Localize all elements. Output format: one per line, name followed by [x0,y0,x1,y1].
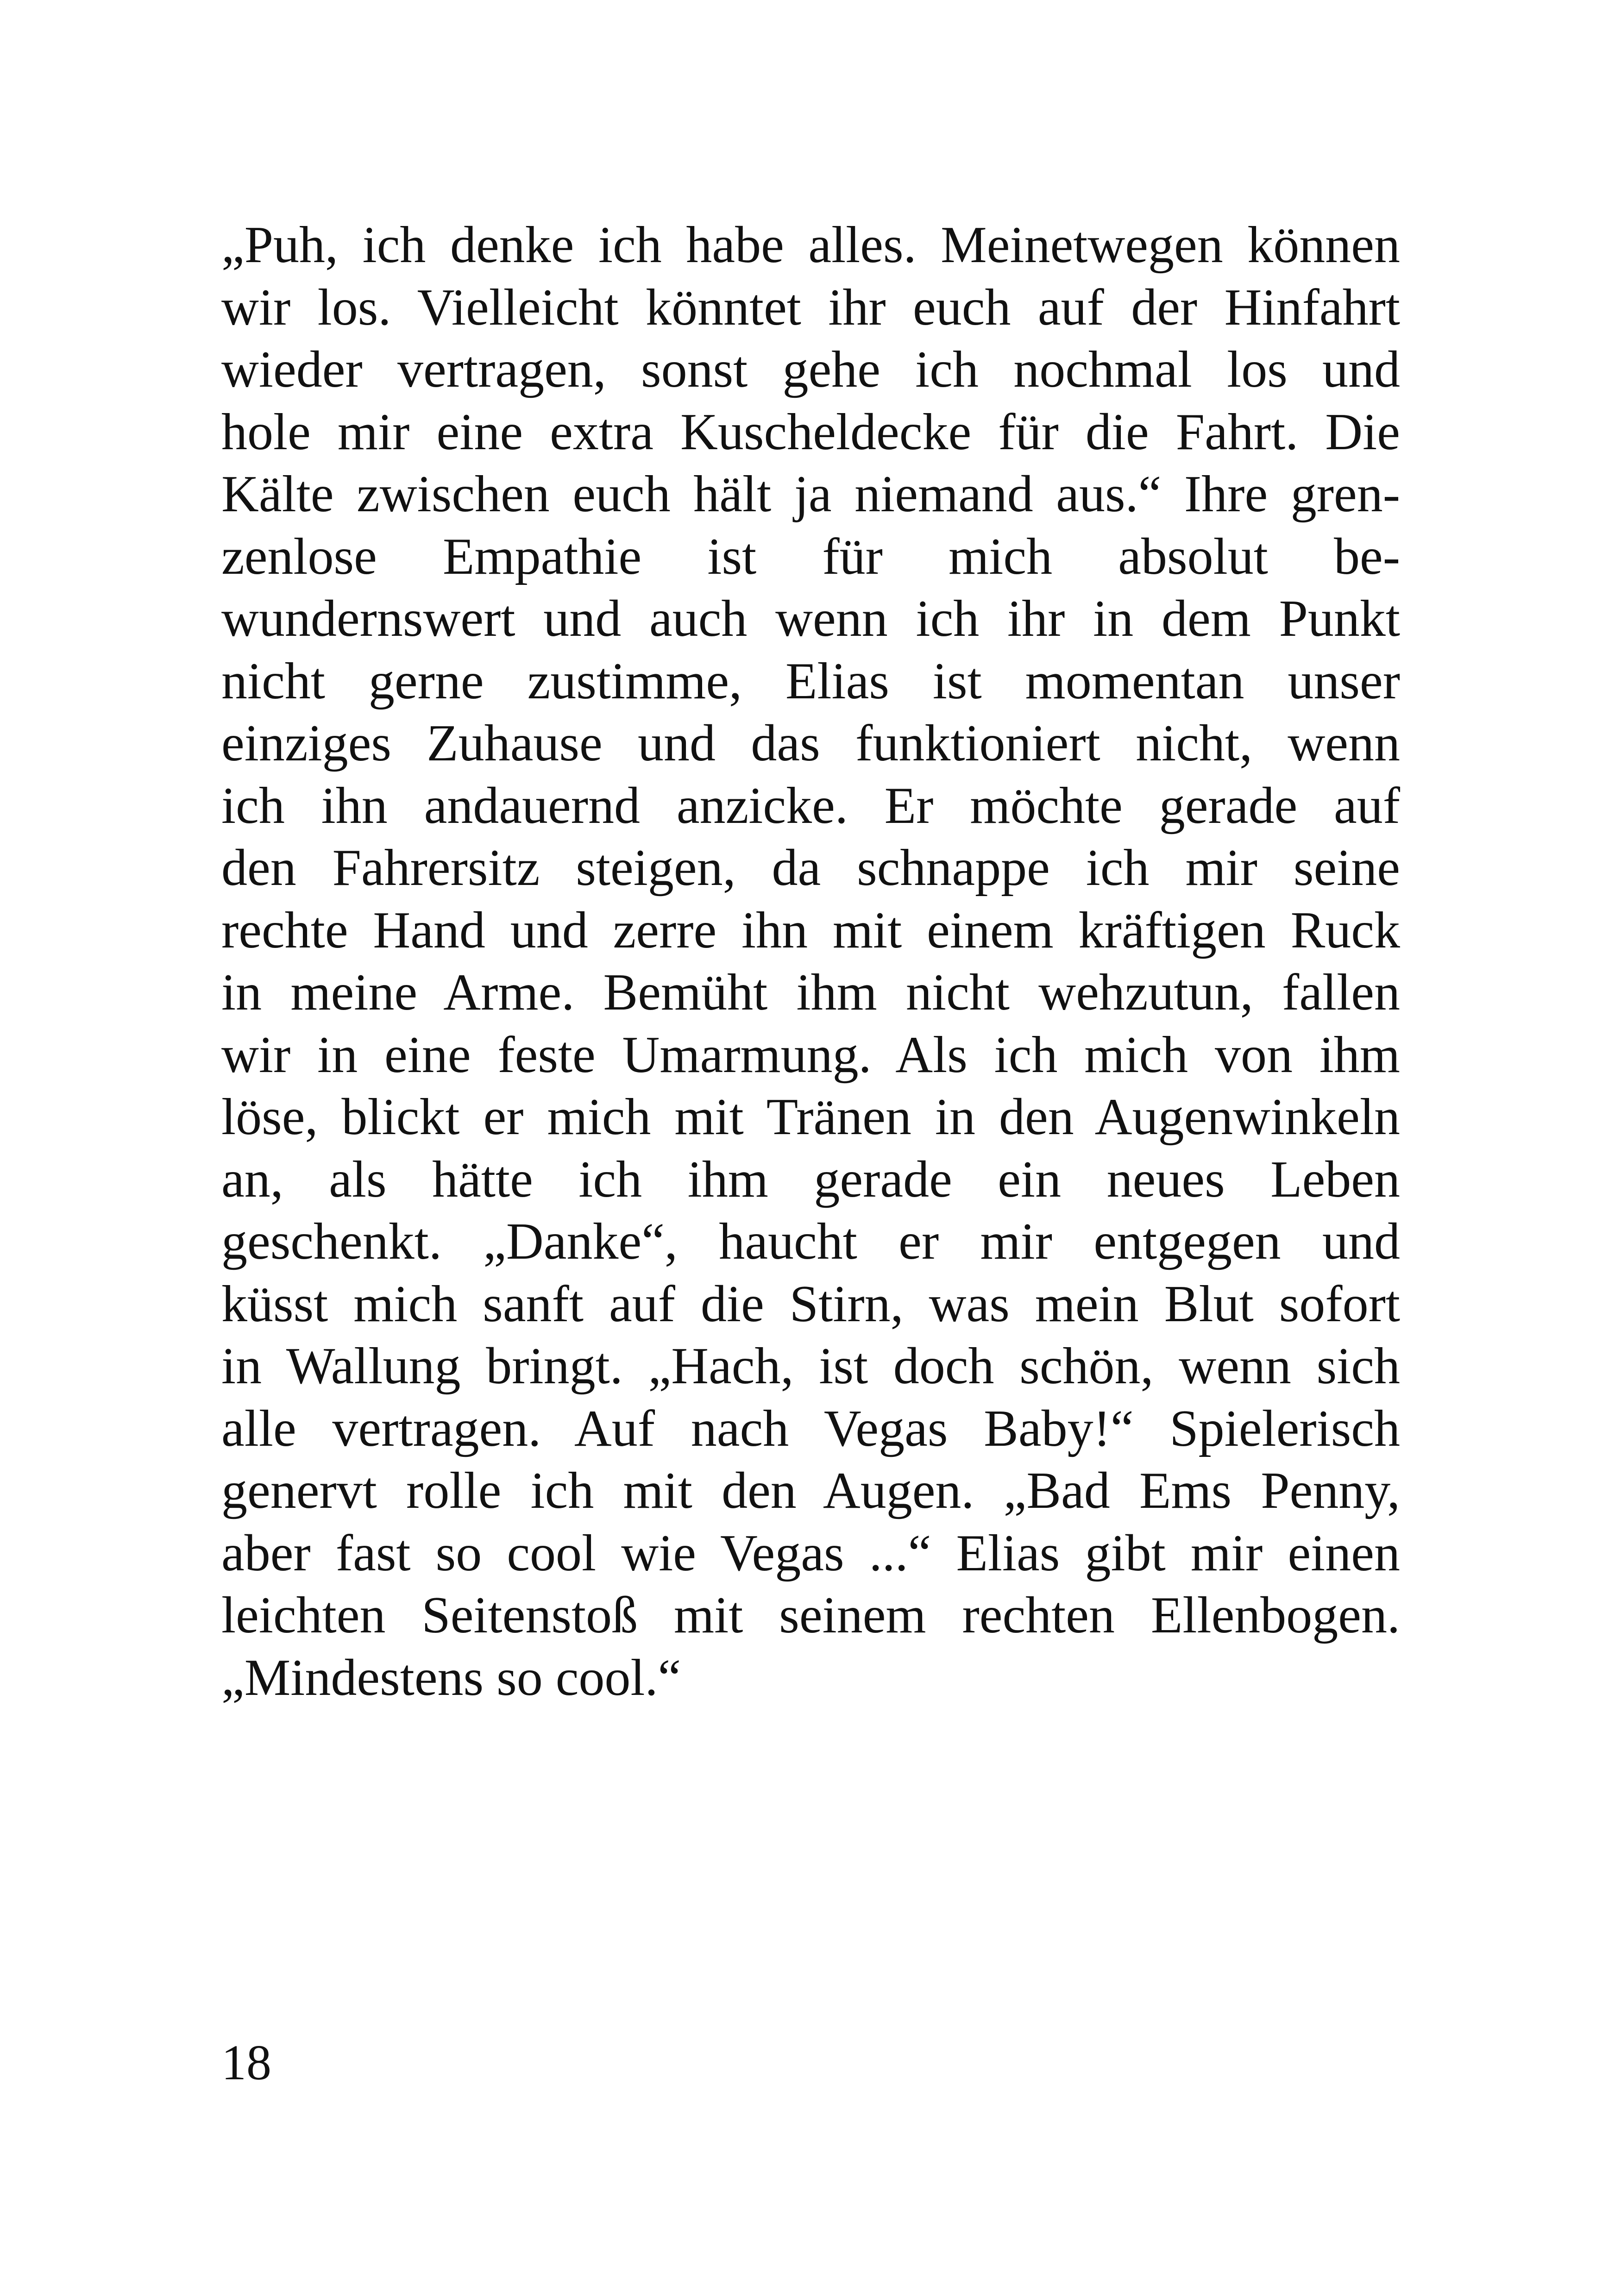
text-line: rechte Hand und zerre ihn mit einem kräftigen Ruck [221,901,1400,959]
text-line: „Puh, ich denke ich habe alles. Meinetwegen können [221,216,1400,274]
text-line: „Mindestens so cool.“ [221,1649,681,1706]
text-line: hole mir eine extra Kuscheldecke für die Fahrt. Die [221,403,1400,461]
text-line: wir in eine feste Umarmung. Als ich mich von ihm [221,1026,1400,1084]
text-line: alle vertragen. Auf nach Vegas Baby!“ Spielerisch [221,1399,1400,1457]
text-line: nicht gerne zustimme, Elias ist momentan unser [221,652,1400,710]
text-line: geschenkt. „Danke“, haucht er mir entgegen und [221,1213,1400,1270]
text-line: küsst mich sanft auf die Stirn, was mein Blut sofort [221,1275,1400,1333]
text-line: in Wallung bringt. „Hach, ist doch schön, wenn sich [221,1337,1400,1395]
text-line: wieder vertragen, sonst gehe ich nochmal los und [221,341,1400,398]
text-line: leichten Seitenstoß mit seinem rechten Ellenbogen. [221,1587,1400,1644]
text-line: wir los. Vielleicht könntet ihr euch auf der Hinfahrt [221,278,1400,336]
text-line: aber fast so cool wie Vegas ...“ Elias gibt mir einen [221,1524,1400,1582]
body-text [221,214,1400,1709]
text-line: in meine Arme. Bemüht ihm nicht wehzutun, fallen [221,964,1400,1021]
text-line: an, als hätte ich ihm gerade ein neues Leben [221,1150,1400,1208]
text-line: den Fahrersitz steigen, da schnappe ich mir seine [221,839,1400,897]
text-line: genervt rolle ich mit den Augen. „Bad Ems Penny, [221,1462,1400,1519]
text-line: ich ihn andauernd anzicke. Er möchte gerade auf [221,777,1400,834]
text-line: zenlose Empathie ist für mich absolut be- [221,527,1400,585]
text-line: einziges Zuhause und das funktioniert nicht, wenn [221,715,1400,772]
text-line: Kälte zwischen euch hält ja niemand aus.“ Ihre gren- [221,465,1400,523]
page-number: 18 [221,2035,271,2090]
text-line: wundernswert und auch wenn ich ihr in dem Punkt [221,590,1400,647]
text-line: löse, blickt er mich mit Tränen in den Augenwinkeln [221,1088,1400,1146]
